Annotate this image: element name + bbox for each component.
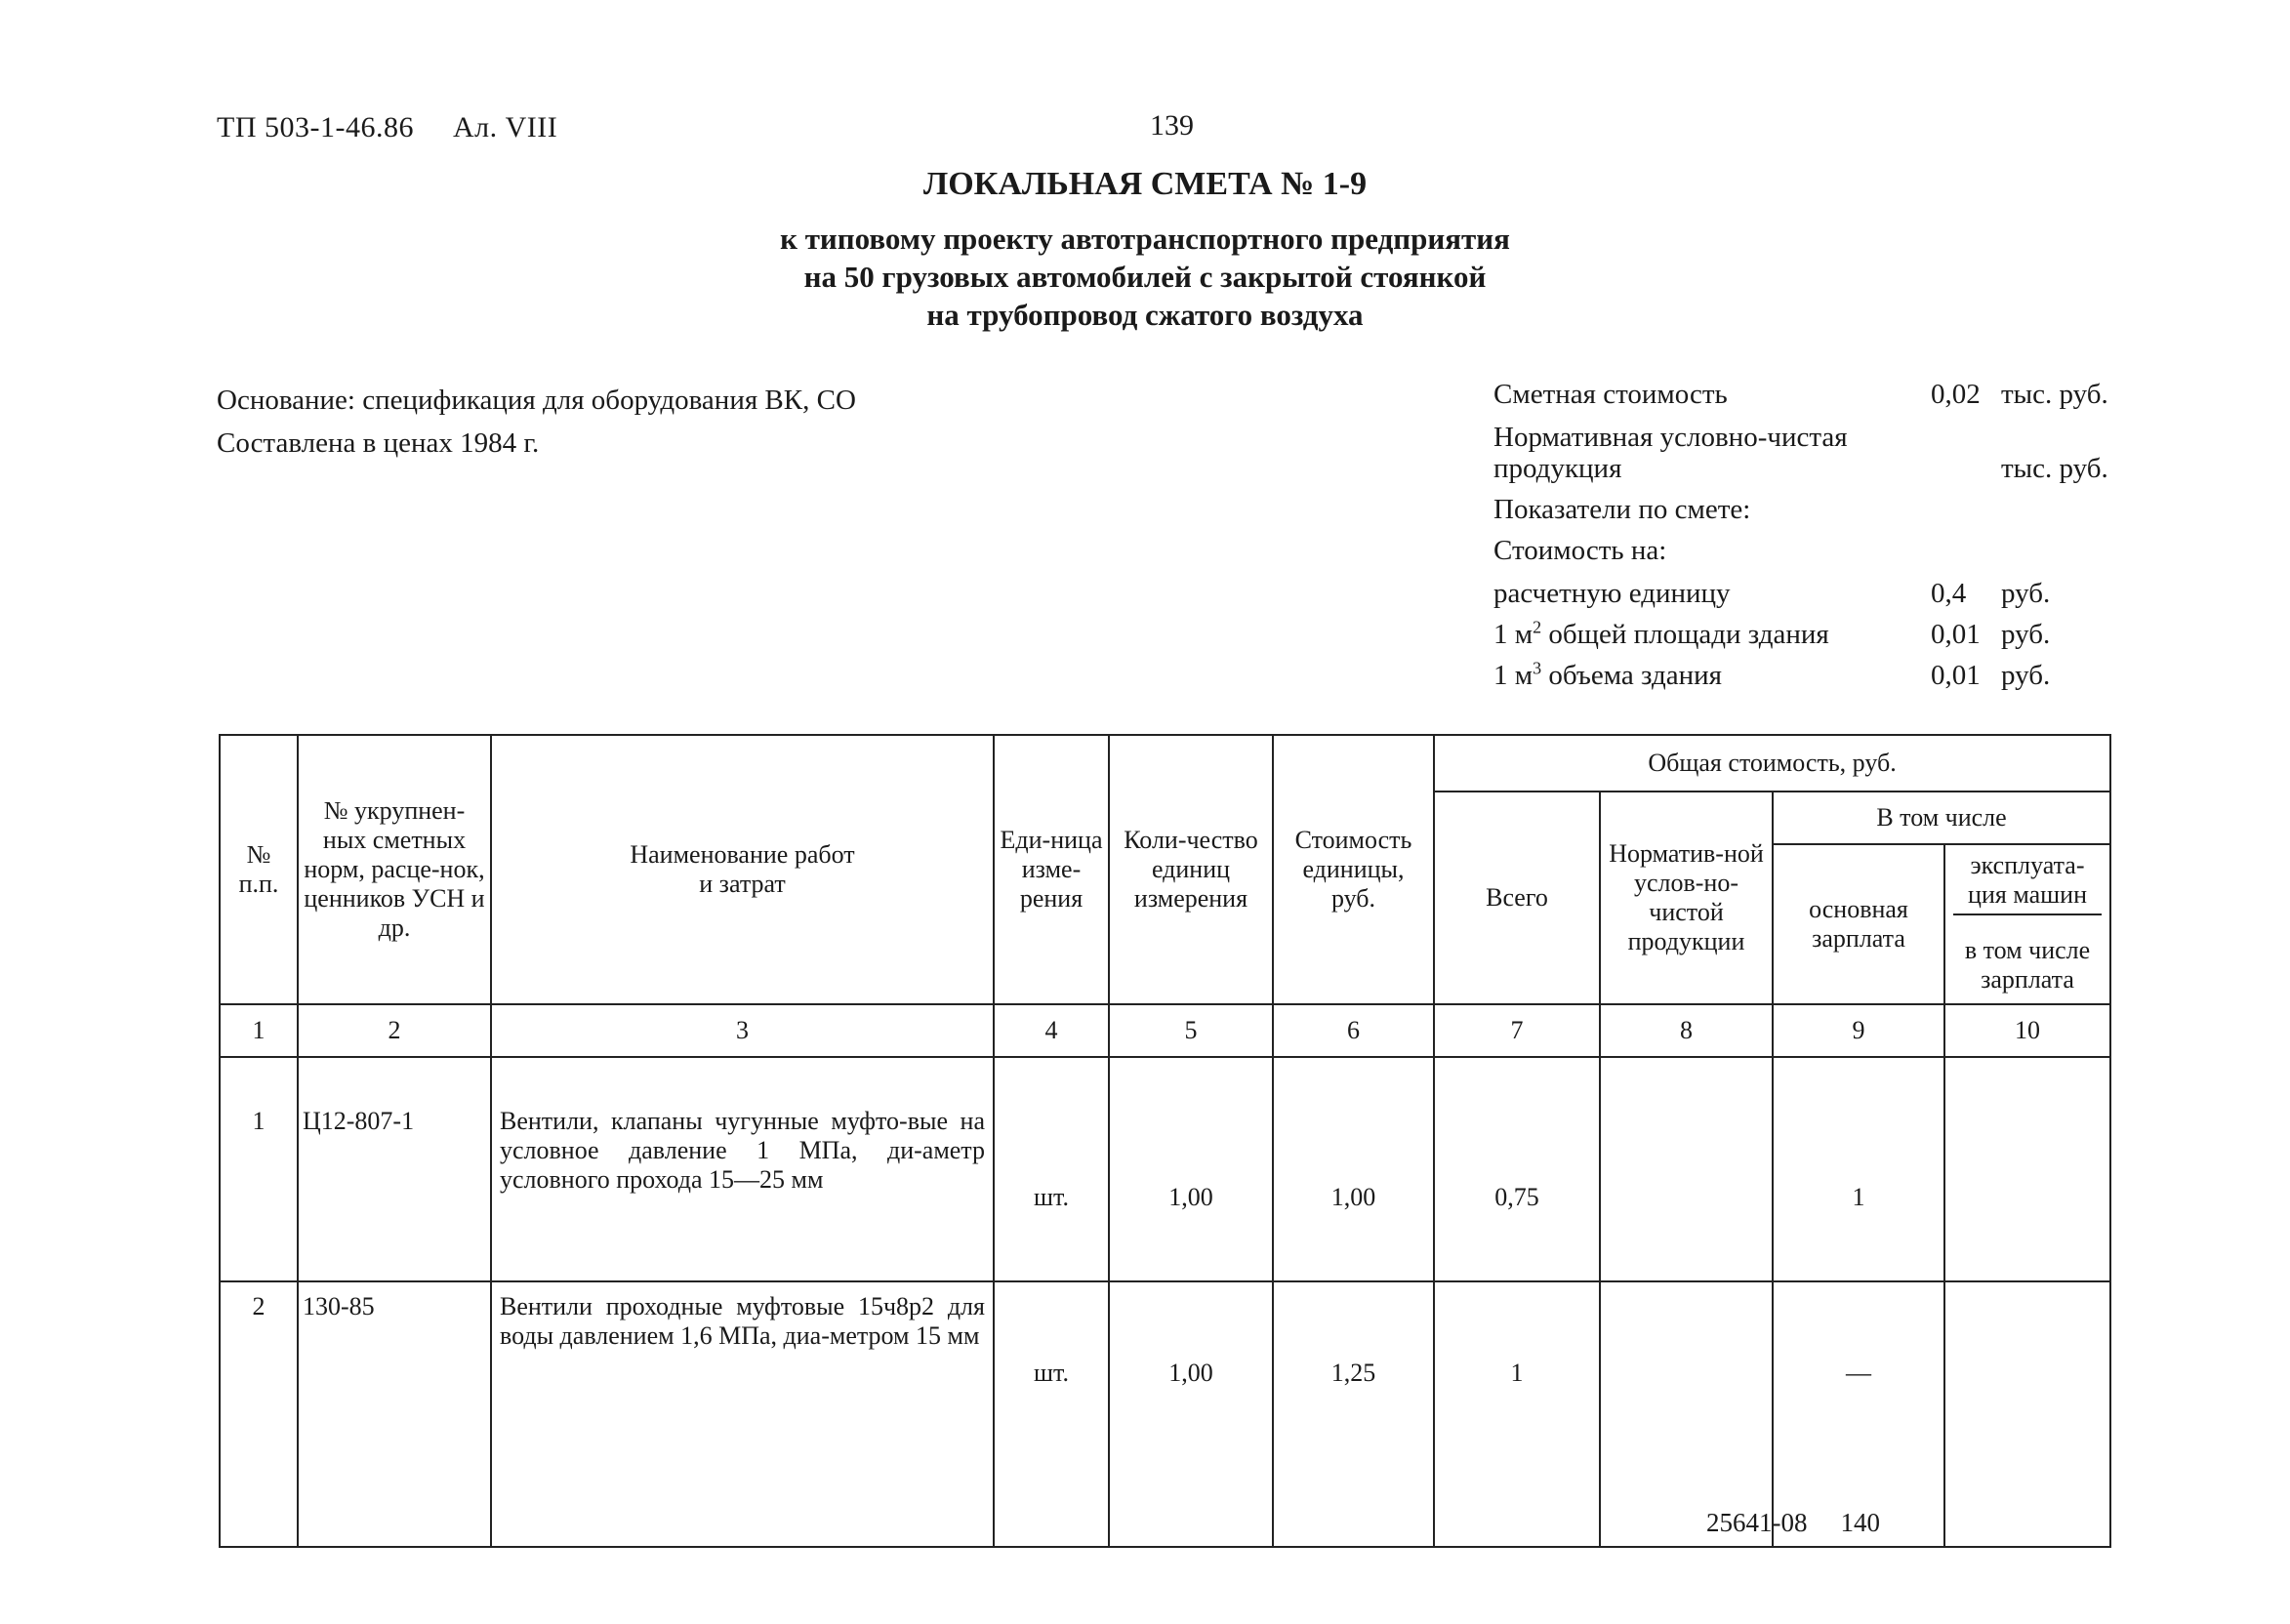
summary-cost-value: 0,02 (1931, 379, 1981, 410)
header-norm-code: № укрупнен-ных сметных норм, расце-нок, ценников УСН и др. (298, 735, 491, 1004)
subtitle-line-2: на 50 грузовых автомобилей с закрытой стоянкой (803, 260, 1487, 294)
row-unit-cost: 1,25 (1273, 1281, 1434, 1547)
row-code: Ц12-807-1 (298, 1057, 491, 1281)
summary-area-label-post: общей площади здания (1541, 619, 1829, 650)
header-work-name-line-2: и затрат (699, 870, 786, 898)
row-total: 0,75 (1434, 1057, 1600, 1281)
column-number: 8 (1600, 1004, 1773, 1057)
header-including: В том числе (1773, 792, 2110, 844)
row-machines (1944, 1057, 2110, 1281)
header-norm-net: Норматив-ной услов-но-чистой продукции (1600, 792, 1773, 1004)
project-code: ТП 503-1-46.86 (217, 111, 414, 143)
row-code: 130-85 (298, 1281, 491, 1547)
row-salary: 1 (1773, 1057, 1944, 1281)
summary-indicators-label: Показатели по смете: (1493, 494, 1751, 525)
row-salary: — (1773, 1281, 1944, 1547)
summary-volume-label (1493, 660, 1722, 692)
album-number: Ал. VIII (452, 111, 558, 143)
header-unit: Еди-ница изме-рения (994, 735, 1109, 1004)
header-machines-label: эксплуата-ция машин (1953, 851, 2102, 915)
table-row (220, 1057, 2110, 1281)
column-number: 7 (1434, 1004, 1600, 1057)
column-number: 9 (1773, 1004, 1944, 1057)
page-footer (1706, 1508, 1880, 1538)
column-number: 1 (220, 1004, 298, 1057)
header-machines (1944, 844, 2110, 926)
column-number: 4 (994, 1004, 1109, 1057)
summary-unit-label: расчетную единицу (1493, 578, 1731, 609)
header-unit-cost: Стоимость единицы, руб. (1273, 735, 1434, 1004)
column-number: 6 (1273, 1004, 1434, 1057)
row-num: 1 (220, 1057, 298, 1281)
summary-volume-label-sup: 3 (1533, 658, 1542, 678)
summary-area-label-sup: 2 (1533, 617, 1542, 637)
column-number: 3 (491, 1004, 994, 1057)
summary-cost-label: Сметная стоимость (1493, 379, 1728, 410)
header-machines-salary: в том числе зарплата (1944, 926, 2110, 1004)
column-number: 10 (1944, 1004, 2110, 1057)
column-number-row (220, 1004, 2110, 1057)
column-number: 5 (1109, 1004, 1273, 1057)
subtitle-line-3: на трубопровод сжатого воздуха (926, 298, 1364, 332)
header-work-name-line-1: Наименование работ (630, 840, 855, 869)
basis-line-2: Составлена в ценах 1984 г. (217, 427, 540, 459)
row-unit: шт. (994, 1057, 1109, 1281)
header-work-name (491, 735, 994, 1004)
summary-unit-unit: руб. (2001, 578, 2051, 609)
estimate-summary (0, 379, 2290, 701)
row-quantity: 1,00 (1109, 1281, 1273, 1547)
header-quantity: Коли-чество единиц измерения (1109, 735, 1273, 1004)
column-number: 2 (298, 1004, 491, 1057)
summary-norm-label-2: продукция (1493, 453, 1622, 484)
row-unit: шт. (994, 1281, 1109, 1547)
footer-page-number: 140 (1840, 1508, 1880, 1537)
summary-area-value: 0,01 (1931, 619, 1981, 650)
row-num: 2 (220, 1281, 298, 1547)
header-total: Всего (1434, 792, 1600, 1004)
row-machines (1944, 1281, 2110, 1547)
row-quantity: 1,00 (1109, 1057, 1273, 1281)
header-total-group: Общая стоимость, руб. (1434, 735, 2110, 792)
subtitle-line-1: к типовому проекту автотранспортного предприятия (780, 222, 1510, 256)
summary-area-label-pre: 1 м (1493, 619, 1533, 650)
summary-volume-value: 0,01 (1931, 660, 1981, 691)
row-total: 1 (1434, 1281, 1600, 1547)
page-number: 139 (1150, 109, 1194, 142)
header-salary: основная зарплата (1773, 844, 1944, 1004)
summary-volume-unit: руб. (2001, 660, 2051, 691)
summary-volume-label-post: объема здания (1541, 660, 1722, 691)
summary-unit-value: 0,4 (1931, 578, 1967, 609)
row-norm-net (1600, 1057, 1773, 1281)
summary-norm-unit: тыс. руб. (2001, 453, 2108, 484)
row-name: Вентили проходные муфтовые 15ч8р2 для воды давлением 1,6 МПа, диа-метром 15 мм (491, 1281, 994, 1547)
basis-line-1: Основание: спецификация для оборудования ВК, СО (217, 385, 856, 416)
summary-area-label (1493, 619, 1829, 651)
row-unit-cost: 1,00 (1273, 1057, 1434, 1281)
summary-norm-label-1: Нормативная условно-чистая (1493, 422, 1848, 453)
summary-cost-unit: тыс. руб. (2001, 379, 2108, 410)
page-subtitle (0, 220, 2290, 334)
summary-area-unit: руб. (2001, 619, 2051, 650)
header-num: № п.п. (220, 735, 298, 1004)
document-code-header (217, 111, 557, 144)
footer-code: 25641-08 (1706, 1508, 1808, 1537)
summary-volume-label-pre: 1 м (1493, 660, 1533, 691)
estimate-table (219, 734, 2111, 1548)
summary-cost-per-label: Стоимость на: (1493, 535, 1667, 566)
page-title: ЛОКАЛЬНАЯ СМЕТА № 1-9 (922, 166, 1368, 202)
row-name: Вентили, клапаны чугунные муфто-вые на условное давление 1 МПа, ди-аметр условного прохода 15—25 мм (491, 1057, 994, 1281)
